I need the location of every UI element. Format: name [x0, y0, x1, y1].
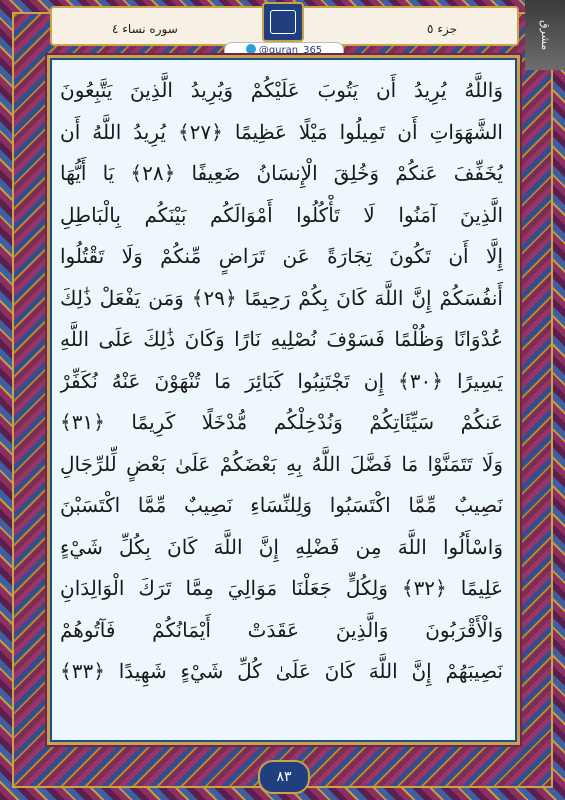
text-line: الشَّهَوَاتِ أَن تَمِيلُوا مَيْلًا عَظِيمًا ﴿٢٧﴾ يُرِيدُ اللَّهُ أَن	[60, 119, 503, 144]
juz-label: جزء ٥	[427, 22, 457, 36]
text-line: عَنكُمْ سَيِّئَاتِكُمْ وَنُدْخِلْكُم مُّدْخَلًا كَرِيمًا ﴿٣١﴾	[60, 410, 503, 434]
badge-text: مشرق	[539, 19, 552, 51]
text-line: أَنفُسَكُمْ إِنَّ اللَّهَ كَانَ بِكُمْ رَحِيمًا ﴿٢٩﴾ وَمَن يَفْعَلْ ذَٰلِكَ	[60, 285, 503, 310]
watermark-badge	[525, 0, 565, 70]
text-line: وَالْأَقْرَبُونَ وَالَّذِينَ عَقَدَتْ أَيْمَانُكُمْ فَآتُوهُمْ	[60, 617, 503, 642]
text-line: يُخَفِّفَ عَنكُمْ وَخُلِقَ الْإِنسَانُ ضَعِيفًا ﴿٢٨﴾ يَا أَيُّهَا	[60, 161, 503, 185]
text-line: نَصِيبٌ مِّمَّا اكْتَسَبُوا وَلِلنِّسَاءِ نَصِيبٌ مِّمَّا اكْتَسَبْنَ	[60, 493, 503, 517]
handle-text: @quran_365	[258, 45, 323, 56]
page-number: ٨٣	[258, 760, 310, 794]
text-line: عُدْوَانًا وَظُلْمًا فَسَوْفَ نُصْلِيهِ نَارًا وَكَانَ ذَٰلِكَ عَلَى اللَّهِ	[60, 327, 503, 351]
text-line: وَاللَّهُ يُرِيدُ أَن يَتُوبَ عَلَيْكُمْ وَيُرِيدُ الَّذِينَ يَتَّبِعُونَ	[60, 78, 503, 102]
quran-logo-icon	[262, 2, 304, 42]
text-line: نَصِيبَهُمْ إِنَّ اللَّهَ كَانَ عَلَىٰ كُلِّ شَيْءٍ شَهِيدًا ﴿٣٣﴾	[60, 659, 503, 683]
telegram-icon	[246, 44, 256, 54]
text-line: إِلَّا أَن تَكُونَ تِجَارَةً عَن تَرَاضٍ مِّنكُمْ وَلَا تَقْتُلُوا	[60, 244, 503, 268]
quran-text	[60, 70, 503, 730]
surah-label: سوره نساء ٤	[112, 22, 178, 36]
text-line: وَلَا تَتَمَنَّوْا مَا فَضَّلَ اللَّهُ بِهِ بَعْضَكُمْ عَلَىٰ بَعْضٍ لِّلرِّجَالِ	[60, 451, 503, 476]
text-line: الَّذِينَ آمَنُوا لَا تَأْكُلُوا أَمْوَالَكُم بَيْنَكُم بِالْبَاطِلِ	[60, 202, 503, 227]
text-line: عَلِيمًا ﴿٣٢﴾ وَلِكُلٍّ جَعَلْنَا مَوَالِيَ مِمَّا تَرَكَ الْوَالِدَانِ	[60, 576, 503, 600]
text-line: وَاسْأَلُوا اللَّهَ مِن فَضْلِهِ إِنَّ اللَّهَ كَانَ بِكُلِّ شَيْءٍ	[60, 534, 503, 559]
text-line: يَسِيرًا ﴿٣٠﴾ إِن تَجْتَنِبُوا كَبَائِرَ مَا تُنْهَوْنَ عَنْهُ نُكَفِّرْ	[60, 368, 503, 393]
